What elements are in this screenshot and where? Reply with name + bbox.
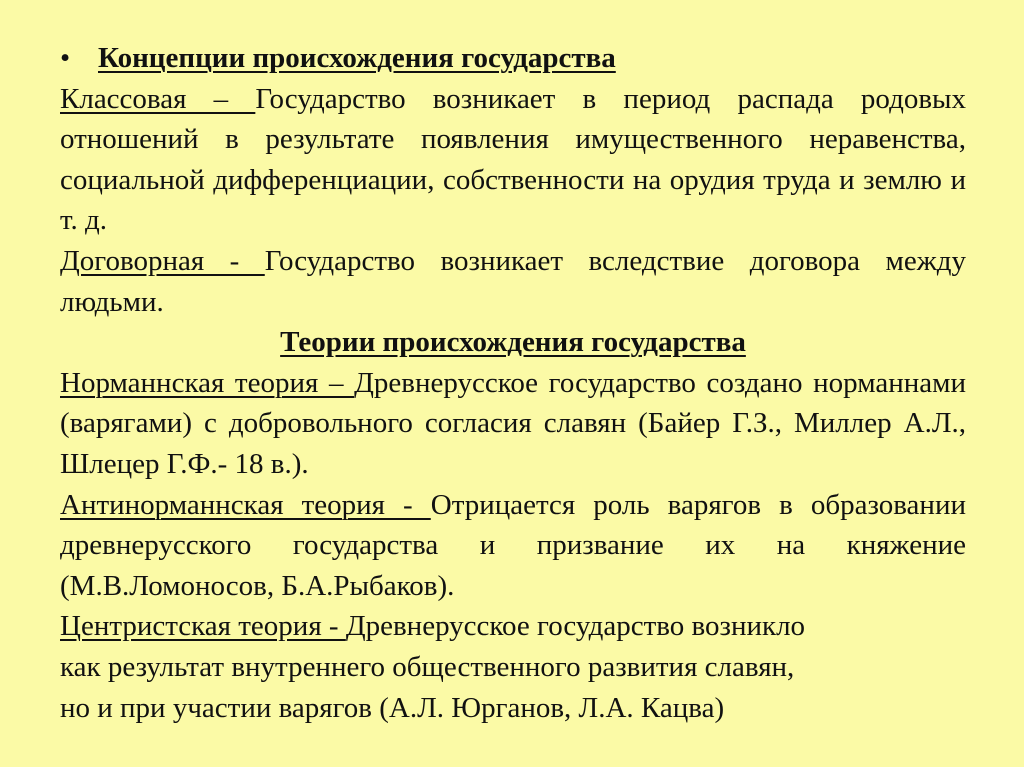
slide-content bbox=[60, 38, 966, 728]
class-concept-paragraph bbox=[60, 79, 966, 241]
antinorman-theory-paragraph bbox=[60, 485, 966, 607]
contract-concept-text: Государство возникает вследствие договора между людьми. bbox=[60, 244, 966, 318]
centrist-theory-paragraph bbox=[60, 606, 966, 728]
theories-heading-text: Теории происхождения государства bbox=[280, 326, 746, 359]
norman-theory-term: Норманнская теория – bbox=[60, 366, 355, 399]
centrist-theory-line-2: как результат внутреннего общественного развития славян, bbox=[60, 650, 795, 683]
theories-heading bbox=[60, 322, 966, 363]
class-concept-term: Классовая – bbox=[60, 82, 256, 115]
contract-concept-term: Договорная - bbox=[60, 244, 265, 277]
class-concept-text: Государство возникает в период распада родовых отношений в результате появления имущественного неравенства, социальной дифференциации, собственности на орудия труда и землю и т. д. bbox=[60, 82, 966, 237]
concepts-heading: Концепции происхождения государства bbox=[98, 42, 616, 74]
bullet-icon: • bbox=[60, 42, 71, 74]
centrist-theory-term: Центристская теория - bbox=[60, 610, 346, 643]
norman-theory-paragraph bbox=[60, 363, 966, 485]
contract-concept-paragraph bbox=[60, 241, 966, 322]
antinorman-theory-text: Отрицается роль варягов в образовании древнерусского государства и призвание их на княжение (М.В.Ломоносов, Б.А.Рыбаков). bbox=[60, 488, 966, 602]
centrist-theory-line-3: но и при участии варягов (А.Л. Юрганов, Л.А. Кацва) bbox=[60, 691, 725, 724]
antinorman-theory-term: Антинорманнская теория - bbox=[60, 488, 431, 521]
norman-theory-text: Древнерусское государство создано норманнами (варягами) с добровольного согласия славян (Байер Г.З., Миллер А.Л., Шлецер Г.Ф.- 18 в.). bbox=[60, 366, 966, 480]
concepts-heading-line bbox=[60, 38, 966, 79]
centrist-theory-line-1: Древнерусское государство возникло bbox=[345, 610, 806, 643]
